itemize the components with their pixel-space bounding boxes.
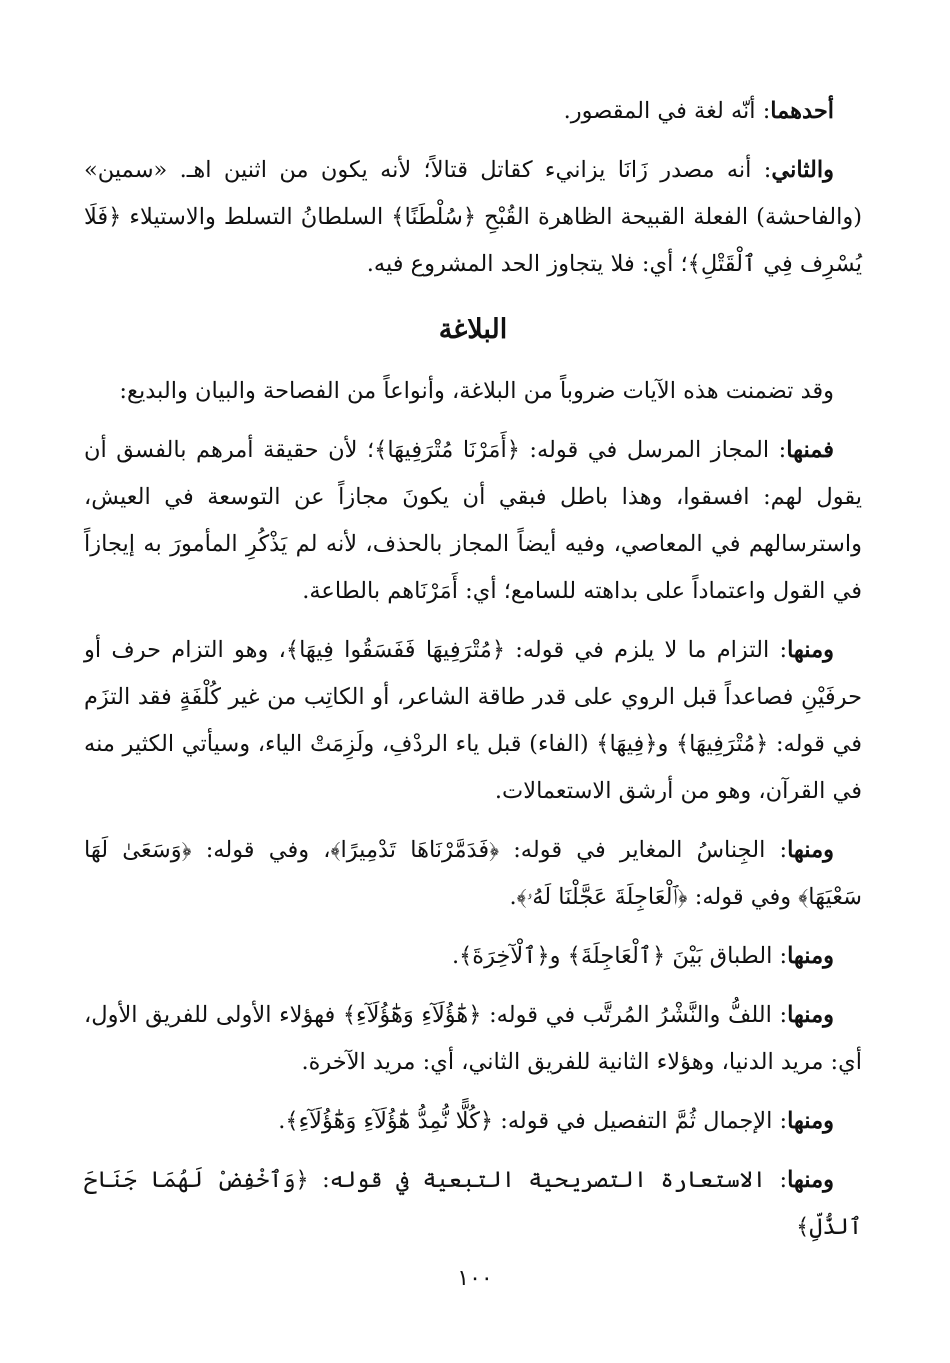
paragraph-jinas: [84, 827, 862, 921]
paragraph-text: : الإجمال ثُمَّ التفصيل في قوله: ﴿كُلًّا نُّمِدُّ هَٰٓؤُلَآءِ وَهَٰٓؤُلَآءِ﴾.: [278, 1108, 788, 1134]
paragraph-text: : التزام ما لا يلزم في قوله: ﴿مُتْرَفِيهَا فَفَسَقُوا فِيهَا﴾، وهو التزام حرف أو حرفَيْنِ فصاعداً قبل الروي على قدر طاقة الشاعر، أو الكاتِب من غير كُلْفَةٍ فقد التزَم في قوله: ﴿مُتْرَفِيهَا﴾ و﴿فِيهَا﴾ (الفاء) قبل ياء الردْفِ، ولَزِمَتْ الياء، وسيأتي الكثير منه في القرآن، وهو من أرشق الاستعمالات.: [84, 637, 862, 804]
paragraph-lead: ومنها: [787, 1167, 834, 1193]
paragraph-iltizam: [84, 627, 862, 815]
paragraph-lead: ومنها: [787, 1108, 834, 1134]
paragraph-lead: أحدهما: [770, 98, 834, 124]
paragraph-lead: ومنها: [787, 637, 834, 663]
paragraph-laff-nashr: [84, 992, 862, 1086]
paragraph-lead: ومنها: [787, 837, 834, 863]
paragraph-majaz: [84, 427, 862, 615]
paragraph-second-opinion: [84, 147, 862, 288]
paragraph-lead: ومنها: [787, 1002, 834, 1028]
paragraph-text: : أنّه لغة في المقصور.: [563, 98, 771, 124]
paragraph-text: : أنه مصدر زَانَا يزانيء كقاتل قتالاً؛ لأنه يكون من اثنين اهـ. «سمين» (والفاحشة) الفعلة القبيحة الظاهرة القُبْحِ ﴿سُلْطَنًا﴾ السلطانُ التسلط والاستيلاء ﴿فَلَا يُسْرِف فِي ٱلْقَتْلِ﴾؛ أي: فلا يتجاوز الحد المشروع فيه.: [84, 157, 862, 277]
paragraph-text: : المجاز المرسل في قوله: ﴿أَمَرْنَا مُتْرَفِيهَا﴾؛ لأن حقيقة أمرهم بالفسق أن يقول لهم: افسقوا، وهذا باطل فبقي أن يكونَ مجازاً عن التوسعة في العيش، واسترسالهم في المعاصي، وفيه أيضاً المجاز بالحذف، لأنه لم يَذْكُرِ المأمورَ به إيجازاً في القول واعتماداً على بداهته للسامع؛ أي: أَمَرْنَاهم بالطاعة.: [84, 437, 862, 604]
paragraph-text: : الطباق بَيْنَ ﴿ٱلْعَاجِلَةَ﴾ و﴿ٱلْآخِرَةَ﴾.: [451, 943, 788, 969]
paragraph-ijmal: [84, 1098, 862, 1145]
paragraph-lead: والثاني: [771, 157, 834, 183]
page-number: ١٠٠: [457, 1266, 493, 1291]
paragraph-lead: ومنها: [787, 943, 834, 969]
paragraph-intro: [84, 368, 862, 415]
paragraph-text: : الاستعارة التصريحية التبعية في قوله: ﴿وَٱخْفِضْ لَهُمَا جَنَاحَ ٱلذُّلِّ﴾: [84, 1167, 862, 1240]
section-heading: البلاغة: [438, 314, 508, 345]
paragraph-text: وقد تضمنت هذه الآيات ضروباً من البلاغة، وأنواعاً من الفصاحة والبيان والبديع:: [119, 378, 834, 404]
paragraph-tibaq: [84, 933, 862, 980]
paragraph-lead: فمنها: [786, 437, 834, 463]
page-body: [84, 88, 862, 1263]
paragraph-text: : اللفُّ والنَّشْرُ المُرتَّب في قوله: ﴿هَٰٓؤُلَآءِ وَهَٰٓؤُلَآءِ﴾ فهؤلاء الأولى للفريق الأول، أي: مريد الدنيا، وهؤلاء الثانية للفريق الثاني، أي: مريد الآخرة.: [84, 1002, 862, 1075]
paragraph-text: : الجِناسُ المغاير في قوله: ﴿فَدَمَّرْنَاهَا تَدْمِيرًا﴾، وفي قوله: ﴿وَسَعَىٰ لَهَا سَعْيَهَا﴾ وفي قوله: ﴿ٱلْعَاجِلَةَ عَجَّلْنَا لَهُۥ﴾.: [84, 837, 862, 910]
paragraph-istiara: [84, 1157, 862, 1251]
paragraph-first-opinion: [84, 88, 862, 135]
